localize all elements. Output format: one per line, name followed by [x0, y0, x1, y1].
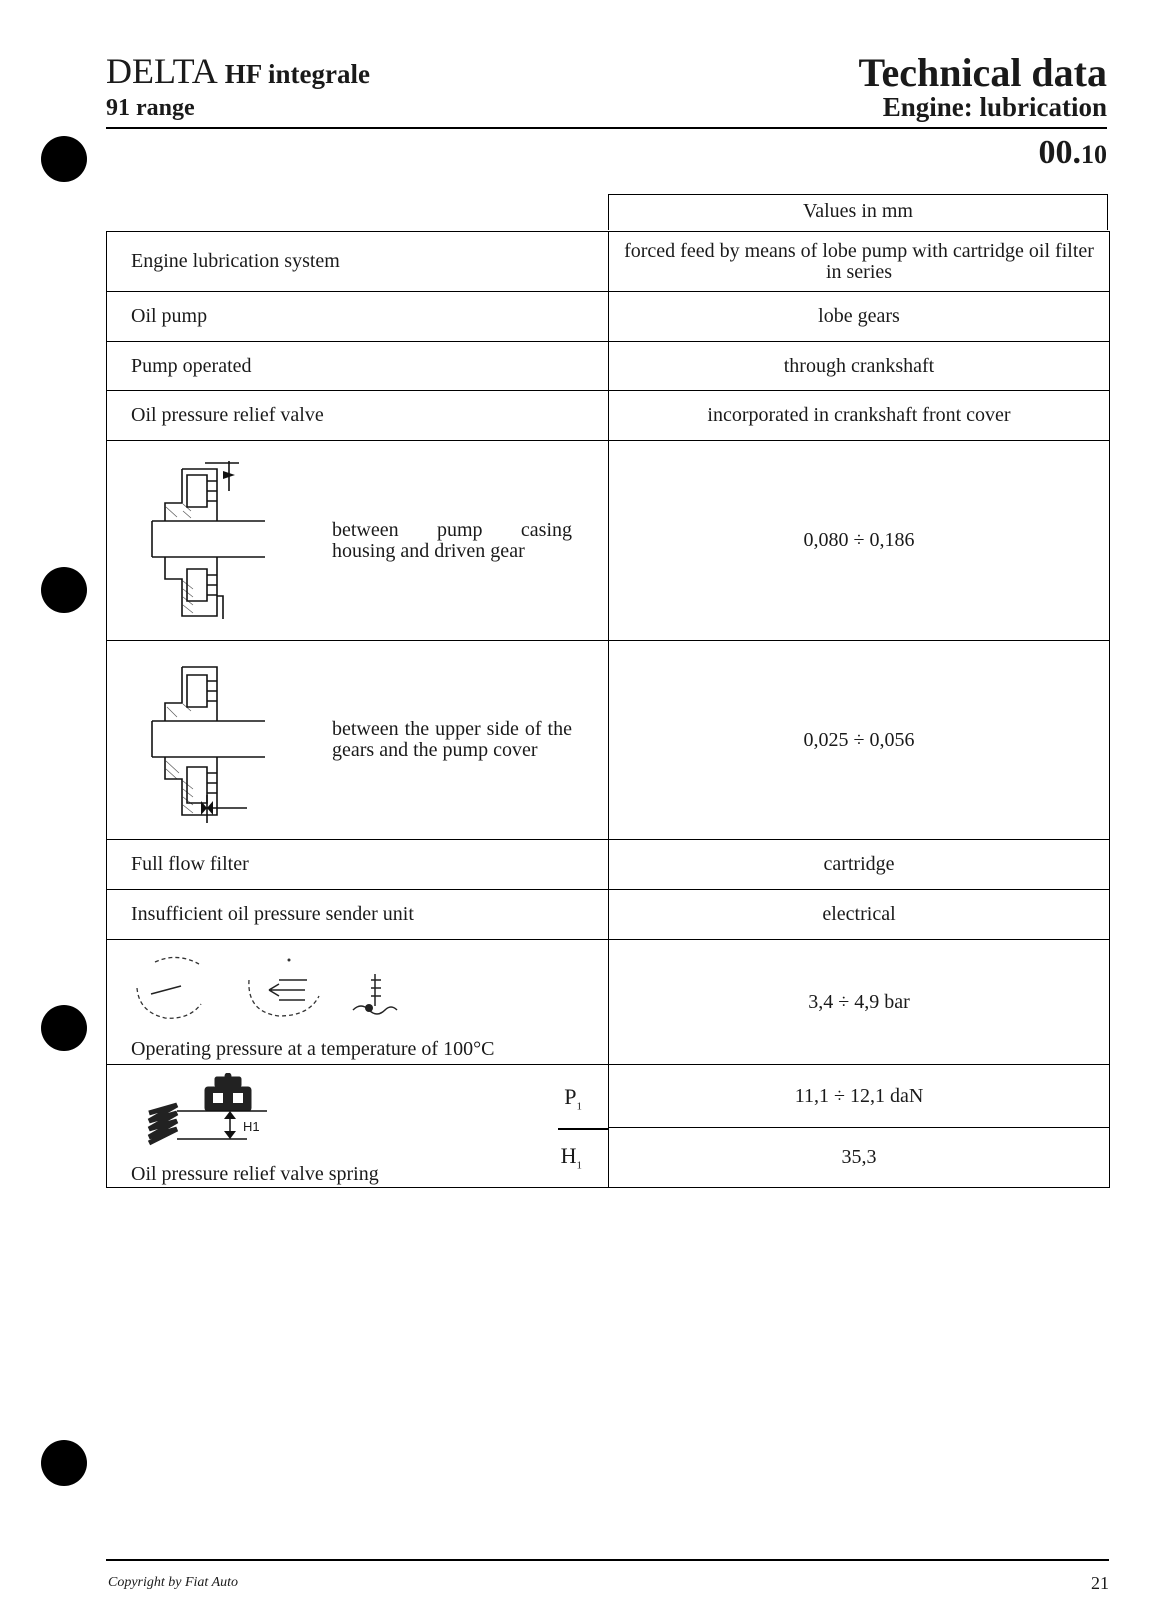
row-value: 3,4 ÷ 4,9 bar: [609, 940, 1110, 1065]
spring-height-label: H1: [243, 1119, 260, 1134]
h1-value: 35,3: [841, 1146, 877, 1168]
table-row: [107, 292, 1110, 342]
punch-hole-1: [41, 136, 87, 182]
row-label: Oil pressure relief valve: [107, 391, 609, 441]
clearance-cell: [107, 641, 609, 840]
row-value: 0,025 ÷ 0,056: [609, 641, 1110, 840]
model-heading: [106, 52, 370, 122]
punch-hole-3: [41, 1005, 87, 1051]
footer-rule: [106, 1559, 1109, 1561]
copyright-notice: Copyright by Fiat Auto: [108, 1575, 239, 1590]
row-value: cartridge: [609, 840, 1110, 890]
units-header: Values in mm: [608, 194, 1108, 230]
pressure-cell: [107, 940, 609, 1065]
row-label: Pump operated: [107, 342, 609, 391]
p1-symbol: $P_1$: [564, 1084, 582, 1113]
operating-pressure-symbol-icon: [129, 950, 399, 1030]
punch-hole-2: [41, 567, 87, 613]
pressure-label: Operating pressure at a temperature of 100°C: [131, 1038, 495, 1060]
section-number: [1039, 133, 1108, 175]
brand-sub: HF integrale: [224, 59, 371, 89]
clearance-label: between the upper side of the gears and the pump cover: [332, 718, 572, 761]
row-value: through crankshaft: [609, 342, 1110, 391]
table-row: [107, 441, 1110, 641]
row-value: forced feed by means of lobe pump with cartridge oil filter in series: [609, 232, 1110, 292]
clearance-cell: [107, 441, 609, 641]
spring-values-cell: [609, 1065, 1110, 1188]
section-minor: 10: [1081, 140, 1107, 169]
h1-symbol: $H_1$: [560, 1143, 582, 1172]
page-number: 21: [1091, 1573, 1109, 1593]
table-row: [107, 641, 1110, 840]
section-heading: [858, 52, 1107, 120]
pump-casing-clearance-diagram: [147, 461, 267, 626]
row-label: Insufficient oil pressure sender unit: [107, 890, 609, 940]
spring-cell: [107, 1065, 609, 1188]
p1-value: 11,1 ÷ 12,1 daN: [609, 1065, 1109, 1128]
technical-data-table: [106, 231, 1110, 1188]
model-range: 91 range: [106, 95, 195, 121]
table-row: [107, 1065, 1110, 1188]
gear-cover-clearance-diagram: [147, 663, 267, 828]
table-row: [107, 391, 1110, 441]
spring-label: Oil pressure relief valve spring: [131, 1163, 379, 1185]
row-value: 0,080 ÷ 0,186: [609, 441, 1110, 641]
page-title: Technical data: [858, 50, 1107, 95]
brand-main: DELTA: [106, 51, 216, 91]
table-row: [107, 840, 1110, 890]
section-major: 00.: [1038, 134, 1081, 171]
table-row: [107, 890, 1110, 940]
table-row: [107, 342, 1110, 391]
relief-valve-spring-diagram: [147, 1073, 297, 1148]
page-subtitle: Engine: lubrication: [882, 92, 1107, 122]
table-row: [107, 232, 1110, 292]
row-value: incorporated in crankshaft front cover: [609, 391, 1110, 441]
punch-hole-4: [41, 1440, 87, 1486]
row-value: electrical: [609, 890, 1110, 940]
clearance-label: between pump casing housing and driven gear: [332, 518, 572, 562]
sub-row-rule: [558, 1128, 609, 1130]
row-label: Oil pump: [107, 292, 609, 342]
table-row: [107, 940, 1110, 1065]
row-label: Full flow filter: [107, 840, 609, 890]
row-label: Engine lubrication system: [107, 232, 609, 292]
header-rule: [106, 127, 1107, 129]
row-value: lobe gears: [609, 292, 1110, 342]
